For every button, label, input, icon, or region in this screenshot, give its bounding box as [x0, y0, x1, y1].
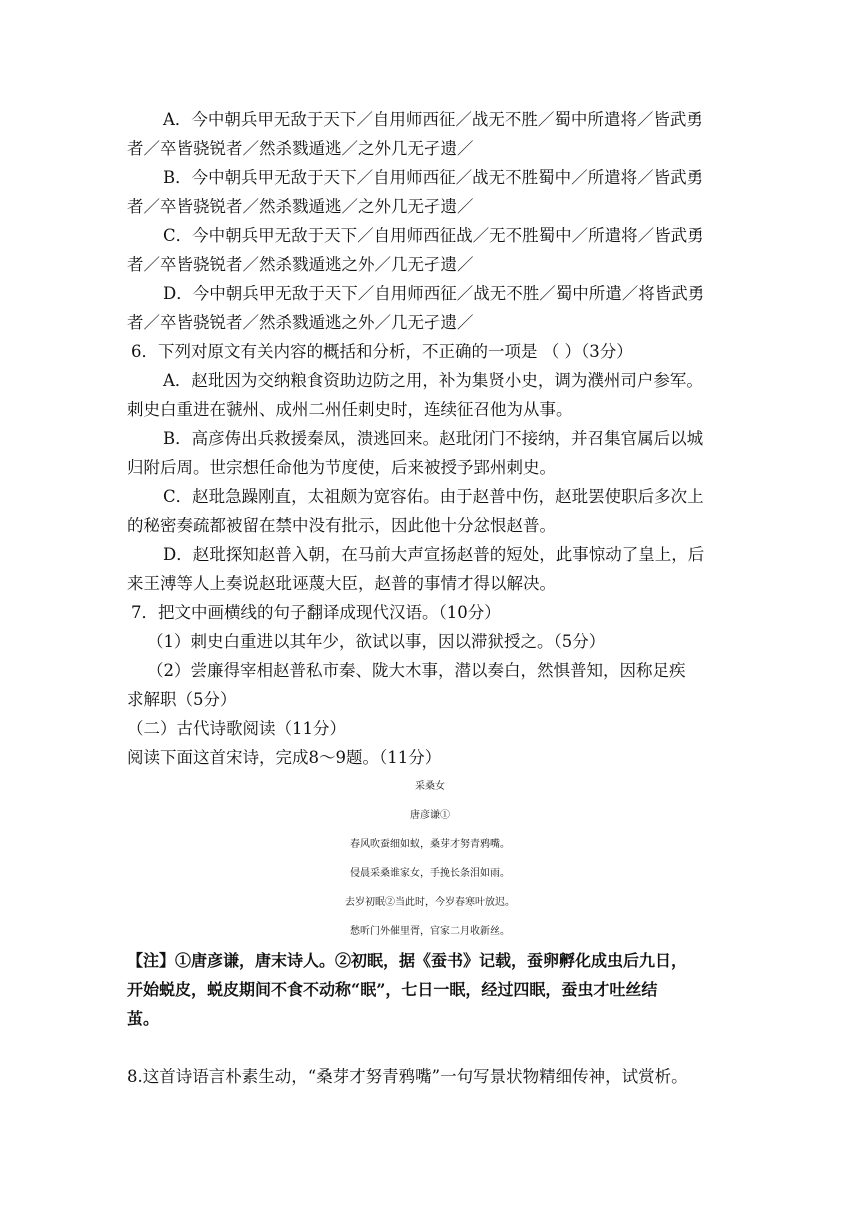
q5-option-b-line1: B．今中朝兵甲无敌于天下／自用师西征／战无不胜蜀中／所遣将／皆武勇 — [163, 168, 704, 187]
q6-option-a-line1: A．赵玭因为交纳粮食资助边防之用，补为集贤小史，调为濮州司户参军。 — [163, 371, 703, 390]
poem-line-4: 愁听门外催里胥，官家二月收新丝。 — [350, 926, 510, 937]
q6-option-b-line1: B．高彦俦出兵救援秦凤，溃逃回来。赵玭闭门不接纳，并召集官属后以城 — [163, 429, 704, 448]
q5-option-a-line2: 者／卒皆骁锐者／然杀戮遁逃／之外几无孑遗／ — [127, 139, 474, 158]
section-heading: （二）古代诗歌阅读（11分） — [127, 719, 346, 738]
q7-sentence-1: （1）刺史白重进以其年少，欲试以事，因以滞狱授之。（5分） — [147, 632, 606, 651]
q6-option-c-line1: C．赵玭急躁刚直，太祖颇为宽容佑。由于赵普中伤，赵玭罢使职后多次上 — [163, 487, 704, 506]
q5-option-c-line2: 者／卒皆骁锐者／然杀戮遁逃之外／几无孑遗／ — [127, 255, 474, 274]
poem-line-3: 去岁初眠②当此时，今岁春寒叶放迟。 — [345, 897, 515, 908]
section-intro: 阅读下面这首宋诗，完成8～9题。（11分） — [127, 748, 442, 767]
note-line-3: 茧。 — [127, 1009, 160, 1028]
q5-option-c-line1: C．今中朝兵甲无敌于天下／自用师西征战／无不胜蜀中／所遣将／皆武勇 — [163, 226, 704, 245]
q5-option-b-line2: 者／卒皆骁锐者／然杀戮遁逃／之外几无孑遗／ — [127, 197, 474, 216]
q7-sentence-2-line2: 求解职（5分） — [127, 690, 237, 709]
q6-option-d-line1: D．赵玭探知赵普入朝，在马前大声宣扬赵普的短处，此事惊动了皇上，后 — [163, 545, 705, 564]
q5-option-d-line2: 者／卒皆骁锐者／然杀戮遁逃之外／几无孑遗／ — [127, 313, 474, 332]
poem-author: 唐彦谦① — [410, 810, 450, 821]
q6-option-a-line2: 刺史白重进在虢州、成州二州任刺史时，连续征召他为从事。 — [127, 400, 573, 419]
q6-option-b-line2: 归附后周。世宗想任命他为节度使，后来被授予郢州刺史。 — [127, 458, 556, 477]
q7-sentence-2-line1: （2）尝廉得宰相赵普私市秦、陇大木事，潜以奏白，然惧普知，因称足疾 — [147, 661, 686, 680]
q6-option-d-line2: 来王溥等人上奏说赵玭诬蔑大臣，赵普的事情才得以解决。 — [127, 574, 556, 593]
q6-option-c-line2: 的秘密奏疏都被留在禁中没有批示，因此他十分忿恨赵普。 — [127, 516, 556, 535]
note-line-2: 开始蜕皮，蜕皮期间不食不动称“眠”，七日一眠，经过四眠，蚕虫才吐丝结 — [127, 980, 658, 999]
q5-option-a-line1: A．今中朝兵甲无敌于天下／自用师西征／战无不胜／蜀中所遣将／皆武勇 — [163, 110, 703, 129]
q8-stem: 8.这首诗语言朴素生动，“桑芽才努青鸦嘴”一句写景状物精细传神，试赏析。 — [127, 1067, 688, 1086]
poem-line-2: 侵晨采桑谁家女，手挽长条泪如雨。 — [350, 868, 510, 879]
note-line-1: 【注】①唐彦谦，唐末诗人。②初眠，据《蚕书》记载，蚕卵孵化成虫后九日， — [127, 951, 688, 970]
q5-option-d-line1: D．今中朝兵甲无敌于天下／自用师西征／战无不胜／蜀中所遣／将皆武勇 — [163, 284, 705, 303]
q6-stem: 6．下列对原文有关内容的概括和分析，不正确的一项是 （ ）（3分） — [131, 342, 633, 361]
poem-title: 采桑女 — [415, 781, 445, 792]
poem-line-1: 春风吹蚕细如蚁，桑芽才努青鸦嘴。 — [350, 839, 510, 850]
q7-stem: 7．把文中画横线的句子翻译成现代汉语。（10分） — [131, 603, 501, 622]
